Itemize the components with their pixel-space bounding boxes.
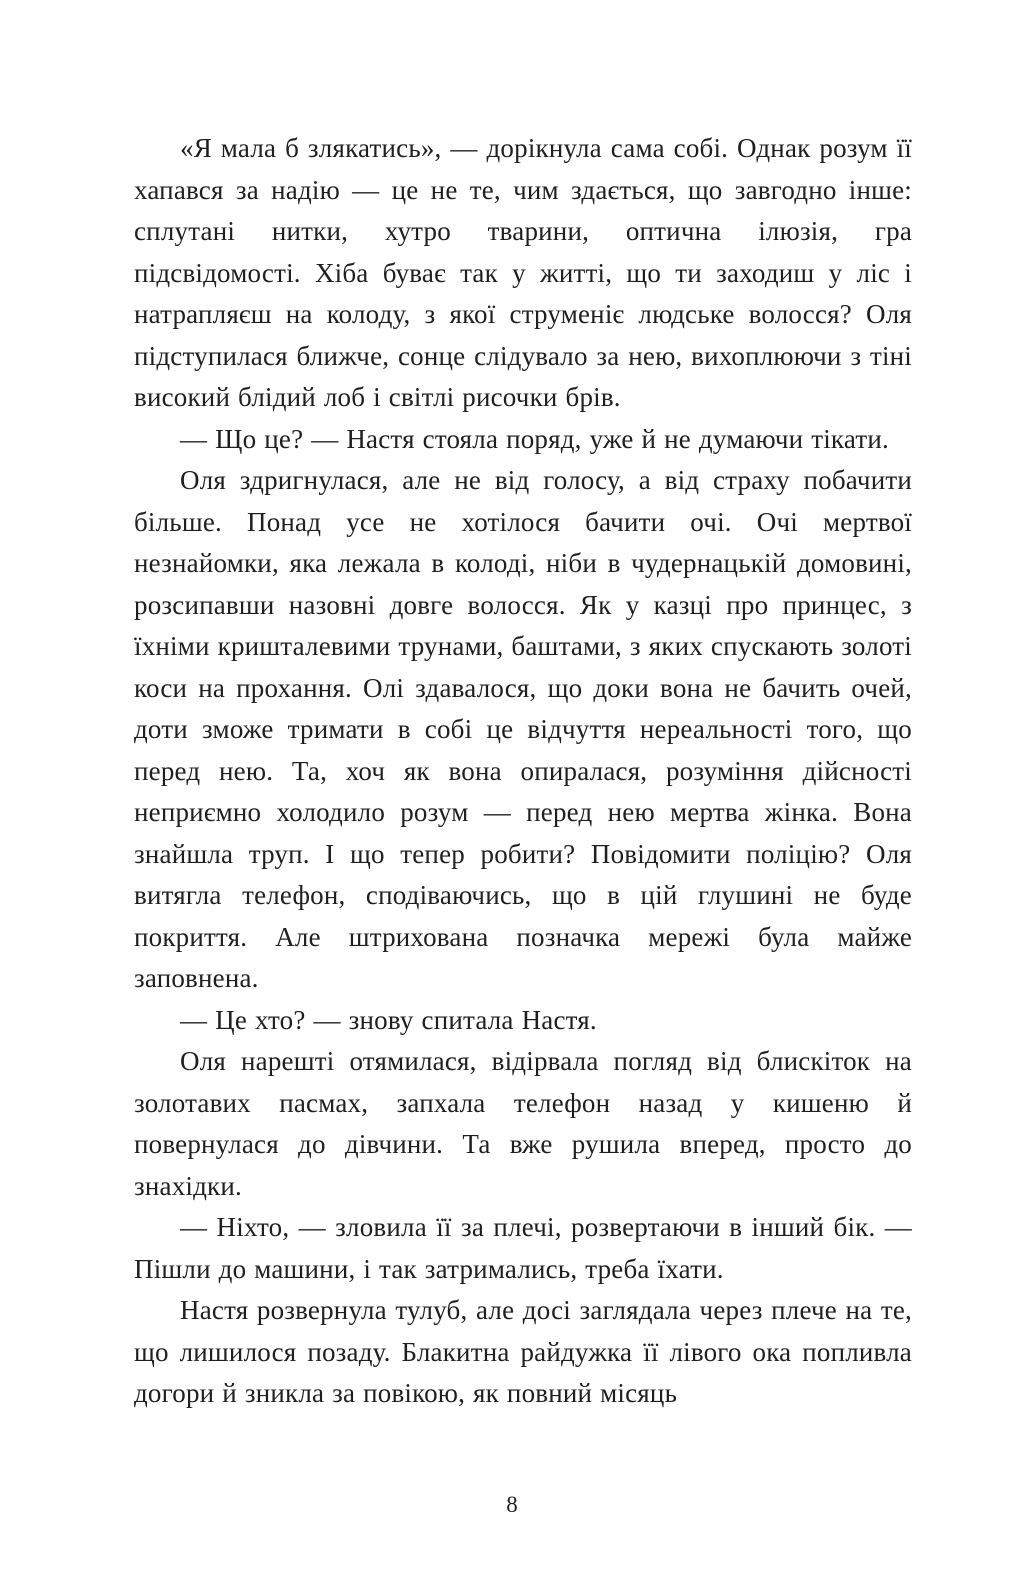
paragraph: «Я мала б злякатись», — дорікнула сама собі. Однак розум її хапався за надію — це не те, чим здається, що завгодно інше: сплутані нитки, хутро тварини, оптична ілюзія, гра підсвідомості. Хіба буває так у житті, що ти заходиш у ліс і натрапляєш на колоду, з якої струменіє людське волосся? Оля підступилася ближче, сонце слідувало за нею, вихоплюючи з тіні високий блідий лоб і світлі рисочки брів.: [134, 133, 912, 412]
dialogue-paragraph: — Це хто? — знову спитала Настя.: [180, 1004, 597, 1035]
dialogue-paragraph: — Що це? — Настя стояла поряд, уже й не думаючи тікати.: [180, 423, 889, 454]
paragraph: Настя розвернула тулуб, але досі заглядала через плече на те, що лишилося позаду. Блакитна райдужка її лівого ока попливла догори й зникла за повікою, як повний місяць: [134, 1295, 912, 1408]
paragraph: Оля здригнулася, але не від голосу, а від страху побачити більше. Понад усе не хотілося бачити очі. Очі мертвої незнайомки, яка лежала в колоді, ніби в чудернацькій домовині, розсипавши назовні довге волосся. Як у казці про принцес, з їхніми кришталевими трунами, баштами, з яких спускають золоті коси на прохання. Олі здавалося, що доки вона не бачить очей, доти зможе тримати в собі це відчуття нереальності того, що перед нею. Та, хоч як вона опиралася, розуміння дійсності неприємно холодило розум — перед нею мертва жінка. Вона знайшла труп. І що тепер робити? Повідомити поліцію? Оля витягла телефон, сподіваючись, що в цій глушині не буде покриття. Але штрихована позначка мережі була майже заповнена.: [134, 465, 912, 993]
page-number: 8: [506, 1492, 518, 1517]
page-text: [134, 128, 912, 1415]
dialogue-paragraph: — Ніхто, — зловила її за плечі, розвертаючи в інший бік. — Пішли до машини, і так затримались, треба їхати.: [134, 1212, 912, 1284]
paragraph: Оля нарешті отямилася, відірвала погляд від блискіток на золотавих пасмах, запхала телефон назад у кишеню й повернулася до дівчини. Та вже рушила вперед, просто до знахідки.: [134, 1046, 912, 1201]
